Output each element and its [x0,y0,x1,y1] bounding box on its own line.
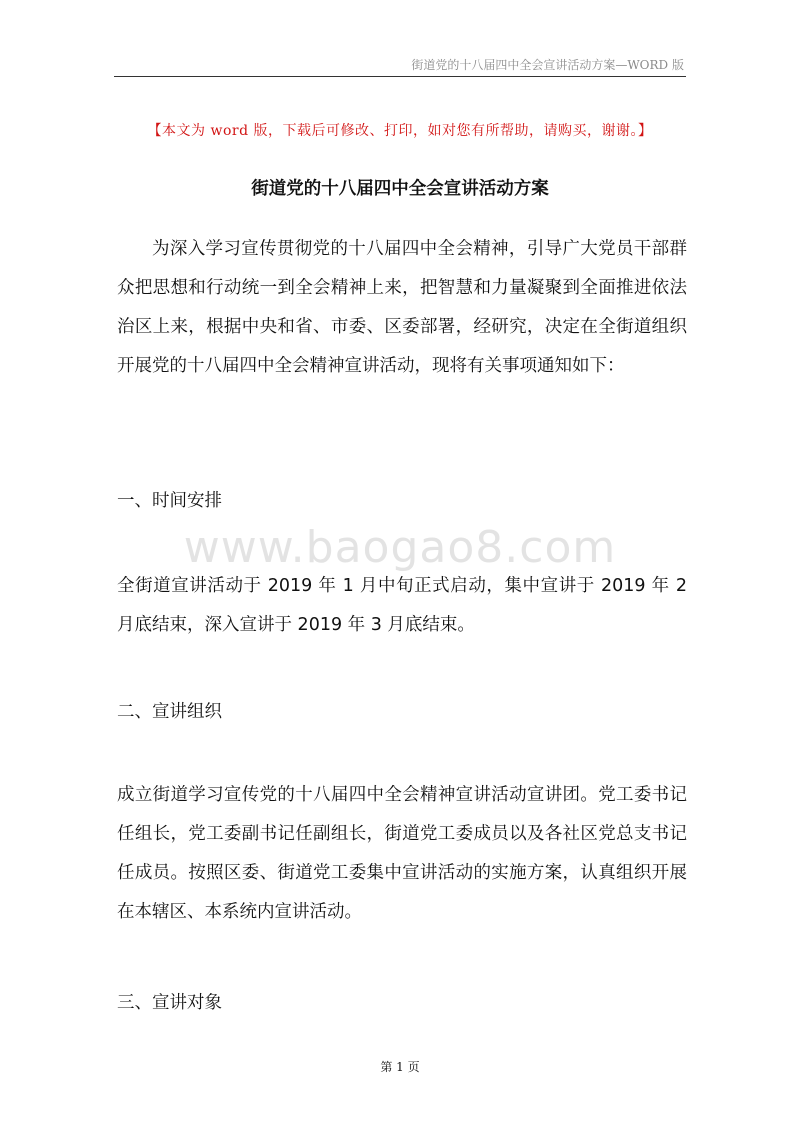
section-heading-audience: 三、宣讲对象 [117,993,222,1013]
header-divider [114,76,686,77]
document-title: 街道党的十八届四中全会宣讲活动方案 [251,179,549,199]
organization-paragraph: 成立街道学习宣传党的十八届四中全会精神宣讲活动宣讲团。党工委书记任组长，党工委副书记任副组长，街道党工委成员以及各社区党总支书记任成员。按照区委、街道党工委集中宣讲活动的实施方案，认真组织开展在本辖区、本系统内宣讲活动。 [117,785,687,922]
intro-paragraph: 为深入学习宣传贯彻党的十八届四中全会精神，引导广大党员干部群众把思想和行动统一到全会精神上来，把智慧和力量凝聚到全面推进依法治区上来，根据中央和省、市委、区委部署，经研究，决定在全街道组织开展党的十八届四中全会精神宣讲活动，现将有关事项通知如下： [117,239,687,376]
page-number: 第 1 页 [380,1060,420,1074]
page-header-text: 街道党的十八届四中全会宣讲活动方案—WORD 版 [411,58,684,72]
section-heading-organization: 二、宣讲组织 [117,702,222,722]
section-heading-schedule: 一、时间安排 [117,491,222,511]
schedule-paragraph: 全街道宣讲活动于 2019 年 1 月中旬正式启动，集中宣讲于 2019 年 2 月底结束，深入宣讲于 2019 年 3 月底结束。 [117,576,687,635]
watermark-text: www.baogao8.com [183,522,617,573]
purchase-notice: 【本文为 word 版，下载后可修改、打印，如对您有所帮助，请购买，谢谢。】 [147,123,653,139]
